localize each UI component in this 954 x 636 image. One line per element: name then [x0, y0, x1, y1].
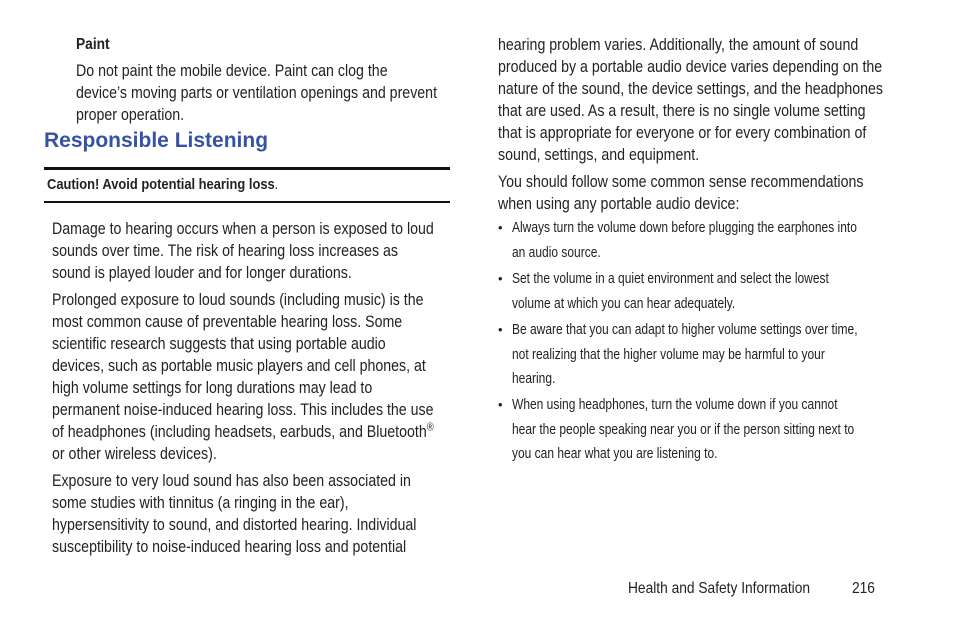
- text-line: hypersensitivity to sound, and distorted hearing. Individual: [52, 516, 417, 534]
- bullet-dot: •: [498, 271, 503, 286]
- text-line: Prolonged exposure to loud sounds (including music) is the: [52, 291, 424, 309]
- paint-line: Do not paint the mobile device. Paint can clog the: [76, 62, 388, 80]
- text-line: produced by a portable audio device varies depending on the: [498, 58, 883, 76]
- paint-line: proper operation.: [76, 106, 185, 124]
- left-paragraph-1: [52, 218, 496, 284]
- bullet-line: not realizing that the higher volume may be harmful to your: [512, 345, 825, 363]
- text-line: hearing problem varies. Additionally, the amount of sound: [498, 36, 859, 54]
- text-line: nature of the sound, the device settings, and the headphones: [498, 80, 883, 98]
- text-line: most common cause of preventable hearing loss. Some: [52, 313, 403, 331]
- caution-note: [47, 174, 316, 196]
- bullet-line: When using headphones, turn the volume down if you cannot: [512, 396, 838, 413]
- text-line: high volume settings for long durations may lead to: [52, 379, 373, 397]
- caution-period: .: [274, 176, 279, 193]
- text-line: that is appropriate for everyone or for every combination of: [498, 124, 867, 142]
- bullet-line: Set the volume in a quiet environment and select the lowest: [512, 270, 829, 287]
- footer-section-title: Health and Safety Information: [628, 580, 811, 597]
- text-line: of headphones (including headsets, earbuds, and Bluetooth: [52, 423, 427, 441]
- text-line: when using any portable audio device:: [498, 195, 740, 213]
- text-line: that are used. As a result, there is no single volume setting: [498, 102, 866, 120]
- left-paragraph-2: [52, 289, 496, 465]
- text-line: Exposure to very loud sound has also been associated in: [52, 472, 411, 490]
- bullet-dot: •: [498, 220, 503, 235]
- bullet-line: volume at which you can hear adequately.: [512, 294, 736, 312]
- bullet-line: Be aware that you can adapt to higher volume settings over time,: [512, 321, 858, 338]
- text-line: Damage to hearing occurs when a person is exposed to loud: [52, 220, 434, 238]
- section-heading: Responsible Listening: [44, 129, 269, 152]
- left-paragraph-3: [52, 470, 476, 558]
- bullet-line: hearing.: [512, 370, 556, 387]
- text-line: permanent noise-induced hearing loss. This includes the use: [52, 401, 434, 419]
- text-line: susceptibility to noise-induced hearing loss and potential: [52, 538, 407, 556]
- registered-mark: ®: [426, 421, 434, 434]
- right-paragraph-2: [498, 171, 923, 215]
- paint-line: device’s moving parts or ventilation openings and prevent: [76, 84, 438, 102]
- bullet-line: Always turn the volume down before plugging the earphones into: [512, 219, 857, 236]
- text-line: scientific research suggests that using portable audio: [52, 335, 386, 353]
- bullet-line: you can hear what you are listening to.: [512, 445, 718, 462]
- text-line: sounds over time. The risk of hearing loss increases as: [52, 242, 398, 260]
- text-line: or other wireless devices).: [52, 445, 217, 463]
- bullet-line: hear the people speaking near you or if the person sitting next to: [512, 420, 855, 438]
- text-line: You should follow some common sense recommendations: [498, 173, 864, 191]
- right-paragraph-1: [498, 34, 946, 166]
- text-line: sound, settings, and equipment.: [498, 146, 700, 164]
- text-line: some studies with tinnitus (a ringing in the ear),: [52, 494, 349, 512]
- paint-title: Paint: [76, 36, 110, 53]
- text-line-with-trademark: [52, 421, 434, 443]
- caution-bold-text: Caution! Avoid potential hearing loss: [47, 176, 275, 193]
- caution-bottom-rule: [44, 201, 450, 203]
- paint-body: [76, 60, 496, 126]
- text-line: devices, such as portable music players and cell phones, at: [52, 357, 426, 375]
- caution-top-rule: [44, 167, 450, 170]
- bullet-dot: •: [498, 397, 503, 412]
- bullet-dot: •: [498, 322, 503, 337]
- bullet-line: an audio source.: [512, 243, 601, 261]
- text-line: sound is played louder and for longer durations.: [52, 264, 352, 282]
- paint-subsection: [76, 34, 115, 56]
- page-number: 216: [852, 580, 875, 597]
